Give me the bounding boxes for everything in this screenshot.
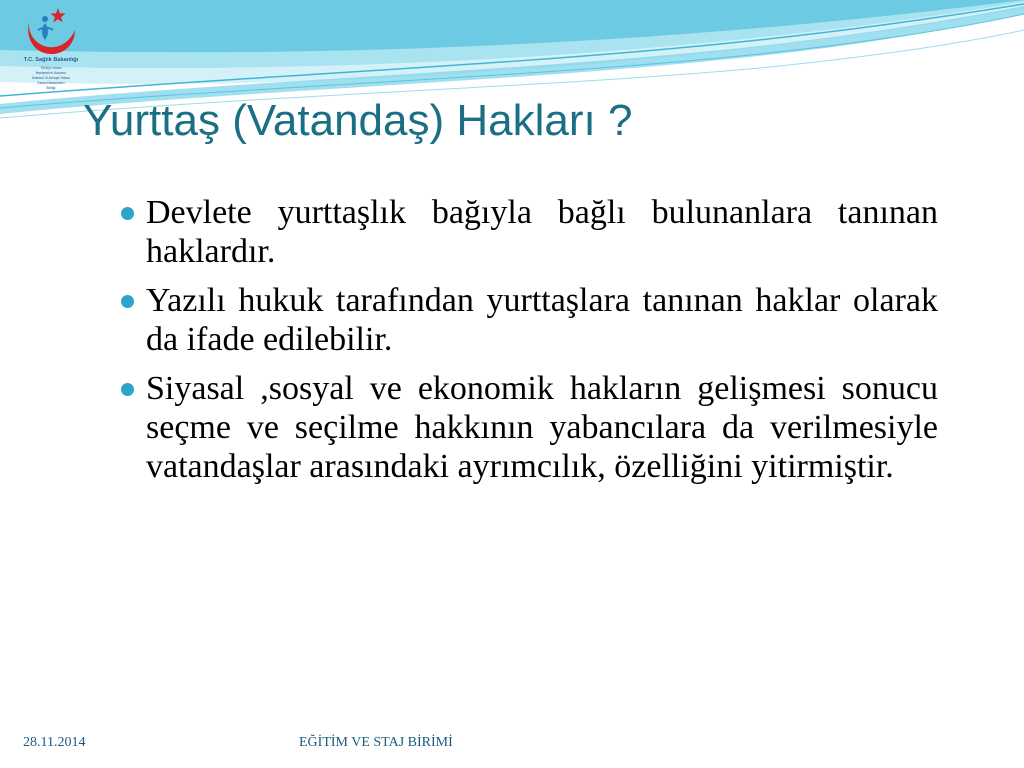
bullet-item (118, 193, 938, 271)
figure-body-icon (42, 23, 48, 40)
star-icon (50, 8, 65, 22)
logo-title: T.C. Sağlık Bakanlığı (23, 57, 79, 63)
footer-department: EĞİTİM VE STAJ BİRİMİ (299, 735, 453, 750)
bullet-list (118, 193, 938, 496)
slide-title: Yurttaş (Vatandaş) Hakları ? (83, 96, 633, 145)
logo-subtitle-line: Hastaneleri Kurumu (35, 71, 67, 75)
logo-subtitle-line: Türkiye Kamu (40, 66, 62, 70)
ministry-logo (14, 6, 88, 110)
logo-subtitle-line: Birliği (46, 86, 56, 90)
footer-date: 28.11.2014 (23, 735, 86, 750)
crescent-icon (28, 22, 75, 54)
logo-subtitle-line: Kamu Hastaneleri (37, 81, 65, 85)
bullet-item (118, 281, 938, 359)
bullet-dot-icon (121, 207, 134, 220)
logo-subtitle-line: İstanbul İli Avrupa Yakası (31, 76, 71, 80)
bullet-item (118, 369, 938, 486)
bullet-dot-icon (121, 295, 134, 308)
bullet-dot-icon (121, 383, 134, 396)
bullet-text: Devlete yurttaşlık bağıyla bağlı bulunanlara tanınan haklardır. (146, 194, 938, 270)
logo-emblem-icon (14, 6, 88, 58)
bullet-text: Yazılı hukuk tarafından yurttaşlara tanınan haklar olarak da ifade edilebilir. (146, 282, 938, 358)
bullet-text: Siyasal ,sosyal ve ekonomik hakların gelişmesi sonucu seçme ve seçilme hakkının yabancılara da verilmesiyle vatandaşlar arasındaki ayrımcılık, özelliğini yitirmiştir. (146, 370, 938, 485)
figure-head-icon (42, 16, 48, 22)
